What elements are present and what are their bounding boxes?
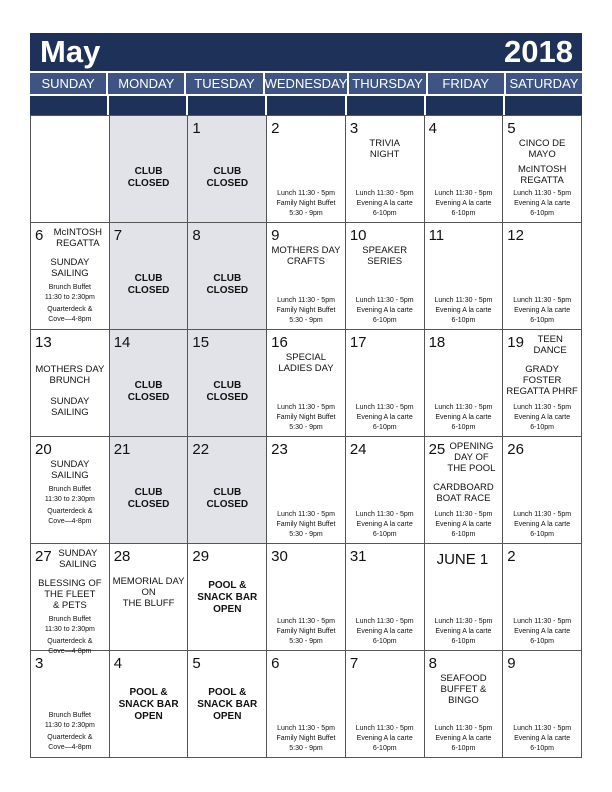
day-number: 24 (349, 441, 367, 458)
dining-hours: Lunch 11:30 - 5pm Evening A la carte 6-10pm (434, 404, 493, 431)
brunch-info: Brunch Buffet 11:30 to 2:30pm (44, 486, 95, 503)
day-number: 1 (192, 120, 201, 137)
brunch-info: Quarterdeck & Cove—4-8pm (47, 734, 93, 751)
day-number: 16 (271, 334, 288, 351)
event-list (269, 245, 343, 271)
event-item: SUNDAY SAILING (50, 257, 90, 279)
dining-hours: Lunch 11:30 - 5pm Family Night Buffet 5:30 - 9pm (276, 618, 336, 645)
day-number: 19 (507, 334, 524, 351)
day-number: 25 (428, 441, 446, 458)
day-number: 3 (349, 120, 359, 137)
day-cell (503, 116, 582, 223)
weekday-label: THURSDAY (347, 73, 425, 94)
event-headline: OPENING DAY OF THE POOL (447, 441, 496, 474)
day-cell (346, 437, 425, 544)
day-number: 27 (35, 548, 52, 565)
pool-open-label: POOL & SNACK BAR OPEN (118, 687, 179, 722)
day-cell (267, 544, 346, 651)
brunch-info: Quarterdeck & Cove—4-8pm (47, 508, 93, 525)
band-cell (265, 96, 344, 115)
day-number: 20 (35, 441, 52, 458)
brunch-info: Quarterdeck & Cove—4-8pm (47, 638, 93, 655)
dining-hours: Lunch 11:30 - 5pm Evening A la carte 6-10pm (355, 725, 414, 752)
day-number: 29 (192, 548, 210, 565)
event-list (33, 257, 107, 327)
event-list (505, 138, 579, 190)
day-cell (110, 544, 189, 651)
day-cell (346, 651, 425, 758)
day-number: 30 (271, 548, 288, 565)
day-number: 11 (428, 227, 445, 244)
day-cell (267, 330, 346, 437)
band-cell (186, 96, 265, 115)
day-number: 2 (507, 548, 516, 565)
day-cell (31, 223, 110, 330)
day-number: 13 (35, 334, 52, 351)
dining-hours: Lunch 11:30 - 5pm Family Night Buffet 5:30 - 9pm (276, 404, 336, 431)
day-cell (425, 544, 504, 651)
event-item: CINCO DE MAYO (518, 138, 566, 160)
brunch-info: Brunch Buffet 11:30 to 2:30pm (44, 712, 95, 729)
dining-hours: Lunch 11:30 - 5pm Evening A la carte 6-10pm (434, 190, 493, 217)
weekday-label: TUESDAY (184, 73, 262, 94)
day-cell (31, 544, 110, 655)
day-cell (31, 651, 110, 758)
event-list (33, 459, 107, 529)
day-number: 23 (271, 441, 288, 458)
band-cell (107, 96, 186, 115)
day-number: 21 (113, 441, 131, 458)
day-number: 15 (192, 334, 210, 351)
day-cell (188, 330, 267, 437)
weekday-header-row (30, 73, 582, 94)
day-number: 12 (507, 227, 524, 244)
event-item: BLESSING OF THE FLEET & PETS (38, 578, 102, 611)
day-cell (267, 651, 346, 758)
event-item: McINTOSH REGATTA (517, 164, 567, 186)
day-number: 22 (192, 441, 210, 458)
club-closed-label: CLUB CLOSED (127, 380, 170, 403)
day-cell (267, 437, 346, 544)
event-item: SPEAKER SERIES (362, 245, 408, 267)
day-cell (31, 437, 110, 544)
weekday-label: SUNDAY (41, 76, 95, 91)
dining-hours: Lunch 11:30 - 5pm Evening A la carte 6-10pm (513, 725, 572, 752)
dining-hours: Lunch 11:30 - 5pm Family Night Buffet 5:30 - 9pm (276, 725, 336, 752)
pool-open-label: POOL & SNACK BAR OPEN (197, 687, 258, 722)
day-number: 14 (113, 334, 131, 351)
day-cell (425, 651, 504, 758)
event-item: TRIVIA NIGHT (369, 138, 401, 160)
event-item: MOTHERS DAY CRAFTS (271, 245, 341, 267)
event-item: SUNDAY SAILING (50, 396, 90, 418)
band-cell (424, 96, 503, 115)
dining-hours: Lunch 11:30 - 5pm Family Night Buffet 5:30 - 9pm (276, 511, 336, 538)
day-cell (425, 116, 504, 223)
band-cell (503, 96, 582, 115)
band-cell (30, 96, 107, 115)
day-number: 4 (428, 120, 437, 137)
club-closed-label: CLUB CLOSED (206, 273, 249, 296)
day-cell (503, 437, 582, 544)
brunch-info: Brunch Buffet 11:30 to 2:30pm (44, 616, 95, 633)
day-number: 8 (192, 227, 201, 244)
event-item: SUNDAY SAILING (50, 459, 90, 481)
event-headline: McINTOSH REGATTA (53, 227, 103, 249)
weekday-label: WEDNESDAY (263, 73, 348, 94)
day-cell (110, 437, 189, 544)
day-number: 26 (507, 441, 524, 458)
day-cell (188, 544, 267, 651)
day-cell (346, 116, 425, 223)
day-cell (188, 223, 267, 330)
club-closed-label: CLUB CLOSED (206, 166, 249, 189)
day-cell (346, 330, 425, 437)
brunch-info: Quarterdeck & Cove—4-8pm (47, 306, 93, 323)
event-list (348, 138, 422, 164)
day-number: 8 (428, 655, 437, 672)
day-number: 6 (271, 655, 280, 672)
day-number: 31 (349, 548, 367, 565)
day-cell (503, 651, 582, 758)
day-cell (188, 116, 267, 223)
calendar-header (30, 33, 582, 71)
day-number: 9 (271, 227, 280, 244)
day-number: 3 (35, 655, 44, 672)
day-cell (31, 116, 110, 223)
day-number: 5 (507, 120, 516, 137)
day-number: 10 (349, 227, 367, 244)
calendar-grid (30, 115, 582, 758)
day-cell (110, 116, 189, 223)
event-list (505, 364, 579, 401)
dining-hours: Lunch 11:30 - 5pm Family Night Buffet 5:30 - 9pm (276, 297, 336, 324)
event-item: GRADY FOSTER REGATTA PHRF (506, 364, 578, 397)
day-cell (267, 223, 346, 330)
day-cell (503, 330, 582, 437)
day-cell (346, 223, 425, 330)
event-item: MEMORIAL DAY ON THE BLUFF (112, 576, 185, 609)
weekday-label: MONDAY (106, 73, 184, 94)
day-cell (110, 651, 189, 758)
day-cell (110, 330, 189, 437)
dining-hours: Lunch 11:30 - 5pm Evening A la carte 6-10pm (513, 190, 572, 217)
dining-hours: Lunch 11:30 - 5pm Evening A la carte 6-10pm (434, 297, 493, 324)
day-cell (188, 437, 267, 544)
dining-hours: Lunch 11:30 - 5pm Evening A la carte 6-10pm (355, 618, 414, 645)
club-closed-label: CLUB CLOSED (127, 166, 170, 189)
dining-hours: Lunch 11:30 - 5pm Evening A la carte 6-10pm (355, 190, 414, 217)
event-list (348, 245, 422, 271)
weekday-label: FRIDAY (426, 73, 504, 94)
weekday-label: SATURDAY (504, 73, 582, 94)
day-cell (31, 330, 110, 437)
event-headline: TEEN DANCE (533, 334, 567, 356)
event-list (112, 576, 186, 613)
day-number: JUNE 1 (436, 551, 489, 568)
day-cell (503, 544, 582, 651)
dining-hours: Lunch 11:30 - 5pm Evening A la carte 6-10pm (434, 511, 493, 538)
day-cell (188, 651, 267, 758)
day-cell (110, 223, 189, 330)
dining-hours: Lunch 11:30 - 5pm Evening A la carte 6-10pm (513, 511, 572, 538)
dining-hours: Lunch 11:30 - 5pm Evening A la carte 6-10pm (355, 404, 414, 431)
club-closed-label: CLUB CLOSED (127, 487, 170, 510)
day-number: 4 (113, 655, 123, 672)
month-title: May (40, 34, 101, 69)
dining-hours: Lunch 11:30 - 5pm Evening A la carte 6-10pm (513, 297, 572, 324)
day-number: 7 (349, 655, 359, 672)
day-number: 5 (192, 655, 201, 672)
event-list (427, 673, 501, 710)
day-cell (425, 330, 504, 437)
event-item: CARDBOARD BOAT RACE (433, 482, 494, 504)
event-list (269, 352, 343, 378)
event-list (33, 711, 107, 755)
band-cell (345, 96, 424, 115)
day-cell (503, 223, 582, 330)
year-title: 2018 (504, 34, 573, 69)
club-closed-label: CLUB CLOSED (206, 380, 249, 403)
dining-hours: Lunch 11:30 - 5pm Evening A la carte 6-10pm (434, 725, 493, 752)
decorative-band (30, 96, 582, 115)
day-number: 17 (349, 334, 367, 351)
pool-open-label: POOL & SNACK BAR OPEN (197, 580, 258, 615)
dining-hours: Lunch 11:30 - 5pm Evening A la carte 6-10pm (355, 511, 414, 538)
event-list (33, 364, 107, 422)
day-number: 18 (428, 334, 446, 351)
dining-hours: Lunch 11:30 - 5pm Evening A la carte 6-10pm (434, 618, 493, 645)
event-item: SPECIAL LADIES DAY (278, 352, 334, 374)
event-item: MOTHERS DAY BRUNCH (35, 364, 105, 386)
club-closed-label: CLUB CLOSED (127, 273, 170, 296)
day-cell (425, 437, 504, 544)
dining-hours: Lunch 11:30 - 5pm Evening A la carte 6-10pm (355, 297, 414, 324)
event-list (33, 578, 107, 659)
day-number: 2 (271, 120, 280, 137)
calendar (30, 33, 582, 758)
dining-hours: Lunch 11:30 - 5pm Evening A la carte 6-10pm (513, 618, 572, 645)
brunch-info: Brunch Buffet 11:30 to 2:30pm (44, 284, 95, 301)
day-number: 6 (35, 227, 44, 244)
day-cell (346, 544, 425, 651)
event-list (427, 482, 501, 508)
day-number: 28 (113, 548, 131, 565)
event-item: SEAFOOD BUFFET & BINGO (440, 673, 487, 706)
day-cell (425, 223, 504, 330)
day-number: 7 (113, 227, 123, 244)
day-cell (267, 116, 346, 223)
club-closed-label: CLUB CLOSED (206, 487, 249, 510)
dining-hours: Lunch 11:30 - 5pm Evening A la carte 6-10pm (513, 404, 572, 431)
dining-hours: Lunch 11:30 - 5pm Family Night Buffet 5:30 - 9pm (276, 190, 336, 217)
day-number: 9 (507, 655, 516, 672)
event-headline: SUNDAY SAILING (58, 548, 98, 570)
